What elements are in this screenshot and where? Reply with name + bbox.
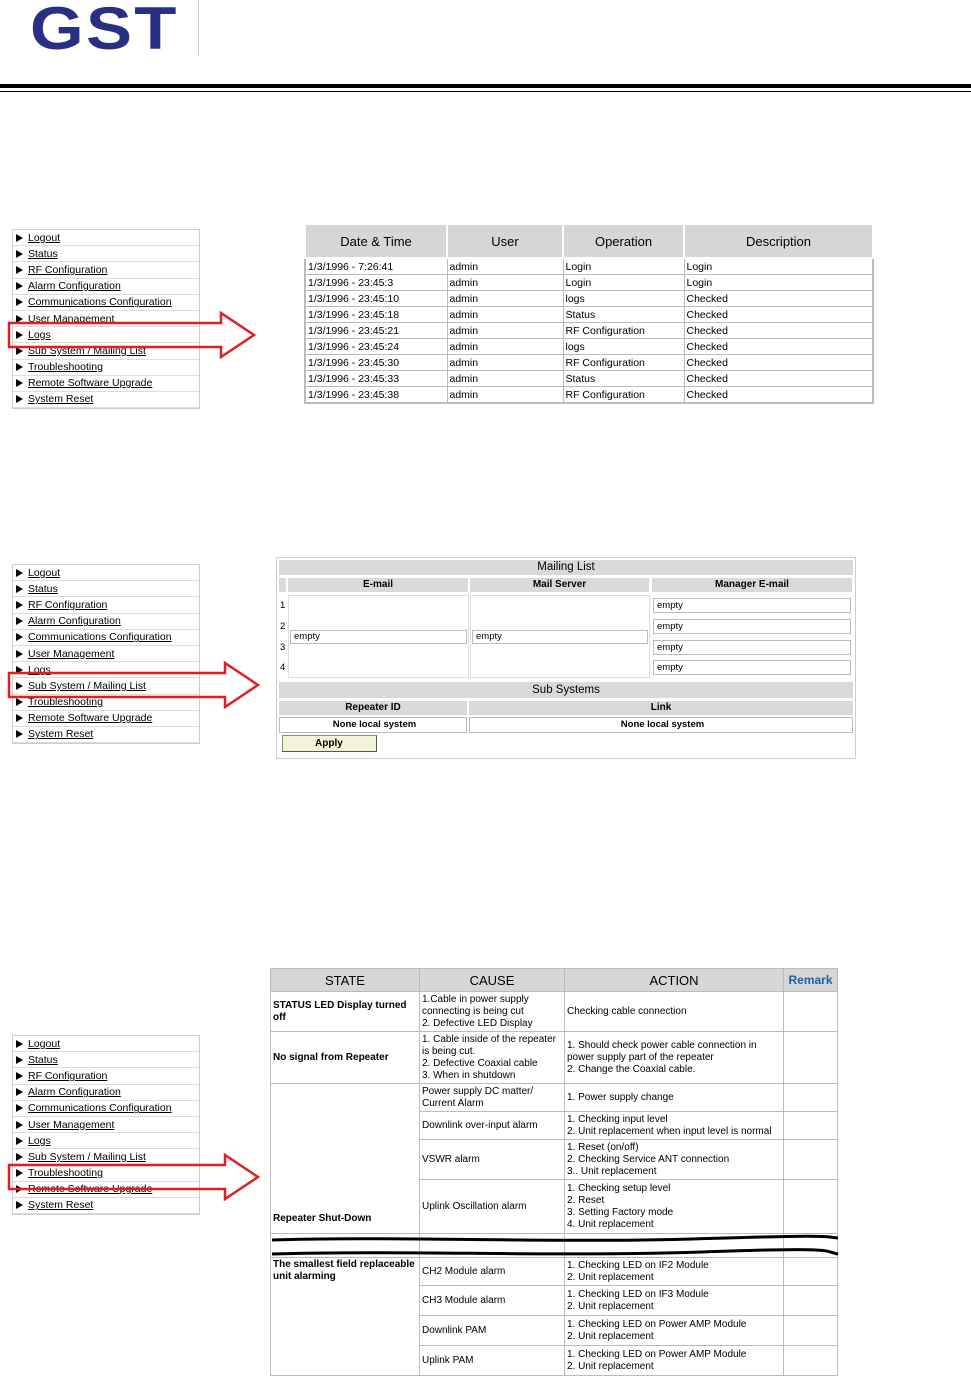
- remark-cell: [784, 1316, 838, 1346]
- manager-email-input[interactable]: empty: [653, 598, 851, 613]
- triangle-icon: [16, 266, 23, 274]
- table-cell: admin: [447, 291, 563, 307]
- nav-item-communications-configuration[interactable]: [13, 295, 199, 311]
- nav-item-troubleshooting[interactable]: [13, 360, 199, 376]
- triangle-icon: [16, 633, 23, 641]
- table-cell: Checked: [684, 323, 873, 339]
- row-number: 4: [280, 662, 286, 673]
- table-cell: admin: [447, 258, 563, 275]
- apply-button[interactable]: Apply: [282, 735, 377, 752]
- nav-item-remote-upgrade[interactable]: [13, 711, 199, 727]
- action-cell: [565, 1032, 784, 1084]
- nav-label: Alarm Configuration: [28, 615, 121, 628]
- red-arrow-icon: [6, 661, 262, 709]
- action-cell: [565, 1180, 784, 1234]
- cause-cell: VSWR alarm: [420, 1140, 565, 1180]
- nav-label: Alarm Configuration: [28, 1086, 121, 1099]
- nav-label: RF Configuration: [28, 1069, 108, 1082]
- triangle-icon: [16, 282, 23, 290]
- action-cell: Checking cable connection: [565, 992, 784, 1032]
- remark-cell: [784, 992, 838, 1032]
- action-line: 2. Checking Service ANT connection: [567, 1153, 730, 1165]
- nav-label: Troubleshooting: [28, 696, 103, 709]
- triangle-icon: [16, 730, 23, 738]
- action-cell: [565, 1140, 784, 1180]
- triangle-icon: [16, 298, 23, 306]
- manager-email-input[interactable]: empty: [653, 640, 851, 655]
- gst-logo: [18, 0, 199, 62]
- action-line: 1. Checking input level: [567, 1113, 668, 1125]
- table-row: [305, 387, 873, 404]
- nav-item-logout[interactable]: [13, 565, 199, 581]
- state-cell: The smallest field replaceable unit alarming: [271, 1258, 420, 1376]
- table-cell: Login: [684, 258, 873, 275]
- table-cell: Checked: [684, 355, 873, 371]
- table-cell: Checked: [684, 387, 873, 404]
- triangle-icon: [16, 1137, 23, 1145]
- troubleshooting-table: [270, 968, 838, 1376]
- nav-label: Logs: [28, 328, 51, 341]
- cause-cell: Power supply DC matter/ Current Alarm: [420, 1084, 565, 1112]
- nav-label: Communications Configuration: [28, 296, 172, 309]
- nav-label: User Management: [28, 312, 115, 325]
- table-cell: 1/3/1996 - 23:45:38: [305, 387, 447, 404]
- column-header: User: [447, 224, 563, 258]
- remark-cell: [784, 1140, 838, 1180]
- cause-cell: Uplink Oscillation alarm: [420, 1180, 565, 1234]
- cause-cell: Downlink PAM: [420, 1316, 565, 1346]
- action-cell: [565, 1286, 784, 1316]
- column-header: STATE: [271, 969, 420, 992]
- email-input[interactable]: empty: [290, 630, 467, 644]
- table-cell: admin: [447, 307, 563, 323]
- action-line: 3.. Unit replacement: [567, 1165, 657, 1177]
- nav-label: Sub System / Mailing List: [28, 344, 146, 357]
- table-row: [305, 355, 873, 371]
- triangle-icon: [16, 1201, 23, 1209]
- table-cell: admin: [447, 387, 563, 404]
- nav-label: Logout: [28, 231, 61, 244]
- row-number: 3: [280, 642, 286, 653]
- nav-label: Troubleshooting: [28, 361, 103, 374]
- action-line: 1. Checking LED on IF2 Module: [567, 1259, 709, 1271]
- nav-item-rf-configuration[interactable]: [13, 597, 199, 613]
- nav-item-rf-configuration[interactable]: [13, 1068, 199, 1084]
- nav-item-status[interactable]: [13, 1052, 199, 1068]
- action-line: 2. Unit replacement when input level is normal: [567, 1125, 772, 1137]
- action-cell: [565, 1346, 784, 1376]
- triangle-icon: [16, 714, 23, 722]
- nav-label: Logs: [28, 1134, 51, 1147]
- table-cell: admin: [447, 339, 563, 355]
- state-cell: STATUS LED Display turned off: [271, 992, 420, 1032]
- action-cell: [565, 1112, 784, 1140]
- column-header: Operation: [563, 224, 684, 258]
- table-cell: 1/3/1996 - 23:45:21: [305, 323, 447, 339]
- row-number: 2: [280, 621, 286, 632]
- action-line: 2. Reset: [567, 1194, 605, 1206]
- table-cell: Status: [563, 307, 684, 323]
- link-value: None local system: [469, 717, 853, 733]
- nav-label: Remote Software Upgrade: [28, 377, 153, 390]
- triangle-icon: [16, 234, 23, 242]
- table-cell: 1/3/1996 - 23:45:18: [305, 307, 447, 323]
- manager-email-input[interactable]: empty: [653, 660, 851, 675]
- header-rule: [0, 84, 971, 88]
- table-row: [305, 323, 873, 339]
- triangle-icon: [16, 569, 23, 577]
- triangle-icon: [16, 395, 23, 403]
- table-cell: Login: [563, 258, 684, 275]
- table-cell: admin: [447, 355, 563, 371]
- logs-table: [304, 223, 874, 404]
- action-line: 1. Checking LED on Power AMP Module: [567, 1318, 747, 1330]
- nav-item-alarm-configuration[interactable]: [13, 614, 199, 630]
- table-cell: admin: [447, 275, 563, 291]
- table-row: [305, 339, 873, 355]
- table-cell: logs: [563, 339, 684, 355]
- table-row: [305, 307, 873, 323]
- manager-email-input[interactable]: empty: [653, 619, 851, 634]
- nav-item-user-management[interactable]: [13, 1117, 199, 1133]
- nav-label: Logout: [28, 1037, 61, 1050]
- column-header: Date & Time: [305, 224, 447, 258]
- triangle-icon: [16, 363, 23, 371]
- nav-item-alarm-configuration[interactable]: [13, 1085, 199, 1101]
- triangle-icon: [16, 379, 23, 387]
- table-cell: Login: [563, 275, 684, 291]
- red-arrow-icon: [6, 311, 258, 359]
- nav-label: Communications Configuration: [28, 1102, 172, 1115]
- nav-item-system-reset[interactable]: [13, 727, 199, 743]
- nav-menu-2: [12, 564, 200, 744]
- table-row: [305, 258, 873, 275]
- nav-label: System Reset: [28, 728, 94, 741]
- mail-server-input[interactable]: empty: [472, 630, 648, 644]
- table-cell: admin: [447, 323, 563, 339]
- table-cell: Login: [684, 275, 873, 291]
- state-cell: Repeater Shut-Down: [271, 1084, 420, 1234]
- remark-header: Remark: [784, 969, 838, 992]
- remark-cell: [784, 1084, 838, 1112]
- triangle-icon: [16, 1104, 23, 1112]
- cause-line: 3. When in shutdown: [422, 1069, 516, 1081]
- triangle-icon: [16, 601, 23, 609]
- header-rule-thin: [0, 91, 971, 92]
- action-line: 2. Unit replacement: [567, 1330, 654, 1342]
- action-line: 4. Unit replacement: [567, 1218, 654, 1230]
- remark-cell: [784, 1180, 838, 1234]
- nav-item-logs[interactable]: [13, 1133, 199, 1149]
- table-cell: 1/3/1996 - 23:45:3: [305, 275, 447, 291]
- triangle-icon: [16, 585, 23, 593]
- nav-item-logout[interactable]: [13, 230, 199, 246]
- action-cell: [565, 1316, 784, 1346]
- cause-cell: Uplink PAM: [420, 1346, 565, 1376]
- nav-item-remote-upgrade[interactable]: [13, 376, 199, 392]
- nav-label: System Reset: [28, 393, 94, 406]
- nav-label: Logout: [28, 566, 61, 579]
- nav-item-communications-configuration[interactable]: [13, 630, 199, 646]
- nav-label: Remote Software Upgrade: [28, 1183, 153, 1196]
- row-number-header: [279, 578, 286, 592]
- nav-item-status[interactable]: [13, 581, 199, 597]
- cause-cell: CH3 Module alarm: [420, 1286, 565, 1316]
- table-row: [305, 275, 873, 291]
- nav-item-communications-configuration[interactable]: [13, 1101, 199, 1117]
- action-line: 1. Checking LED on IF3 Module: [567, 1288, 709, 1300]
- nav-label: RF Configuration: [28, 598, 108, 611]
- action-line: 1. Checking LED on Power AMP Module: [567, 1348, 747, 1360]
- nav-label: Status: [28, 582, 58, 595]
- table-cell: logs: [563, 291, 684, 307]
- cause-line: 1.Cable in power supply connecting is being cut: [422, 993, 529, 1017]
- table-cell: RF Configuration: [563, 355, 684, 371]
- nav-item-logout[interactable]: [13, 1036, 199, 1052]
- cause-line: 2. Defective LED Display: [422, 1017, 533, 1029]
- repeater-id-value: None local system: [279, 717, 467, 733]
- state-cell: No signal from Repeater: [271, 1032, 420, 1084]
- action-line: 2. Unit replacement: [567, 1360, 654, 1372]
- remark-cell: [784, 1032, 838, 1084]
- action-cell: 1. Power supply change: [565, 1084, 784, 1112]
- mailing-list-title: Mailing List: [279, 560, 853, 575]
- triangle-icon: [16, 1056, 23, 1064]
- nav-item-status[interactable]: [13, 246, 199, 262]
- remark-cell: [784, 1112, 838, 1140]
- nav-item-user-management[interactable]: [13, 646, 199, 662]
- mail-server-column-header: Mail Server: [470, 578, 649, 592]
- table-cell: Checked: [684, 307, 873, 323]
- table-cell: Checked: [684, 339, 873, 355]
- nav-label: Logs: [28, 663, 51, 676]
- table-cell: Status: [563, 371, 684, 387]
- nav-label: Troubleshooting: [28, 1167, 103, 1180]
- triangle-icon: [16, 1088, 23, 1096]
- triangle-icon: [16, 1072, 23, 1080]
- nav-item-system-reset[interactable]: [13, 392, 199, 408]
- logo-text: GST: [30, 0, 179, 62]
- nav-label: Status: [28, 1053, 58, 1066]
- nav-item-alarm-configuration[interactable]: [13, 279, 199, 295]
- table-cell: Checked: [684, 291, 873, 307]
- action-line: 1. Reset (on/off): [567, 1141, 639, 1153]
- nav-item-rf-configuration[interactable]: [13, 262, 199, 278]
- action-line: 2. Change the Coaxial cable.: [567, 1063, 696, 1075]
- cause-cell: Downlink over-input alarm: [420, 1112, 565, 1140]
- action-line: 2. Unit replacement: [567, 1271, 654, 1283]
- column-header: ACTION: [565, 969, 784, 992]
- column-header: CAUSE: [420, 969, 565, 992]
- table-cell: 1/3/1996 - 7:26:41: [305, 258, 447, 275]
- cause-line: 2. Defective Coaxial cable: [422, 1057, 538, 1069]
- repeater-id-header: Repeater ID: [279, 701, 467, 715]
- cause-cell: [420, 1032, 565, 1084]
- table-cell: Checked: [684, 371, 873, 387]
- table-cell: 1/3/1996 - 23:45:10: [305, 291, 447, 307]
- column-header: Description: [684, 224, 873, 258]
- triangle-icon: [16, 650, 23, 658]
- cause-line: 1. Cable inside of the repeater is being cut.: [422, 1033, 556, 1057]
- action-line: 2. Unit replacement: [567, 1300, 654, 1312]
- remark-cell: [784, 1346, 838, 1376]
- table-cell: RF Configuration: [563, 323, 684, 339]
- nav-label: RF Configuration: [28, 263, 108, 276]
- sub-systems-title: Sub Systems: [279, 682, 853, 698]
- triangle-icon: [16, 1121, 23, 1129]
- table-break-lines: [262, 1234, 842, 1262]
- nav-label: System Reset: [28, 1199, 94, 1212]
- nav-label: User Management: [28, 647, 115, 660]
- nav-label: Status: [28, 247, 58, 260]
- nav-label: Communications Configuration: [28, 631, 172, 644]
- action-line: 3. Setting Factory mode: [567, 1206, 674, 1218]
- action-line: 1. Checking setup level: [567, 1182, 671, 1194]
- cause-cell: CH2 Module alarm: [420, 1258, 565, 1286]
- red-arrow-icon: [6, 1150, 262, 1201]
- cause-cell: [420, 992, 565, 1032]
- triangle-icon: [16, 617, 23, 625]
- nav-label: Remote Software Upgrade: [28, 712, 153, 725]
- nav-label: User Management: [28, 1118, 115, 1131]
- table-row: [305, 291, 873, 307]
- nav-label: Alarm Configuration: [28, 280, 121, 293]
- mailing-list-panel: [276, 557, 856, 759]
- nav-label: Sub System / Mailing List: [28, 1150, 146, 1163]
- triangle-icon: [16, 250, 23, 258]
- email-column-header: E-mail: [288, 578, 468, 592]
- remark-cell: [784, 1286, 838, 1316]
- action-line: 1. Should check power cable connection in power supply part of the repeater: [567, 1039, 757, 1063]
- table-cell: 1/3/1996 - 23:45:24: [305, 339, 447, 355]
- manager-email-column-header: Manager E-mail: [652, 578, 852, 592]
- row-number: 1: [280, 600, 286, 611]
- table-cell: 1/3/1996 - 23:45:33: [305, 371, 447, 387]
- nav-label: Sub System / Mailing List: [28, 679, 146, 692]
- link-header: Link: [469, 701, 853, 715]
- table-row: [305, 371, 873, 387]
- table-cell: admin: [447, 371, 563, 387]
- triangle-icon: [16, 1040, 23, 1048]
- table-cell: RF Configuration: [563, 387, 684, 404]
- table-cell: 1/3/1996 - 23:45:30: [305, 355, 447, 371]
